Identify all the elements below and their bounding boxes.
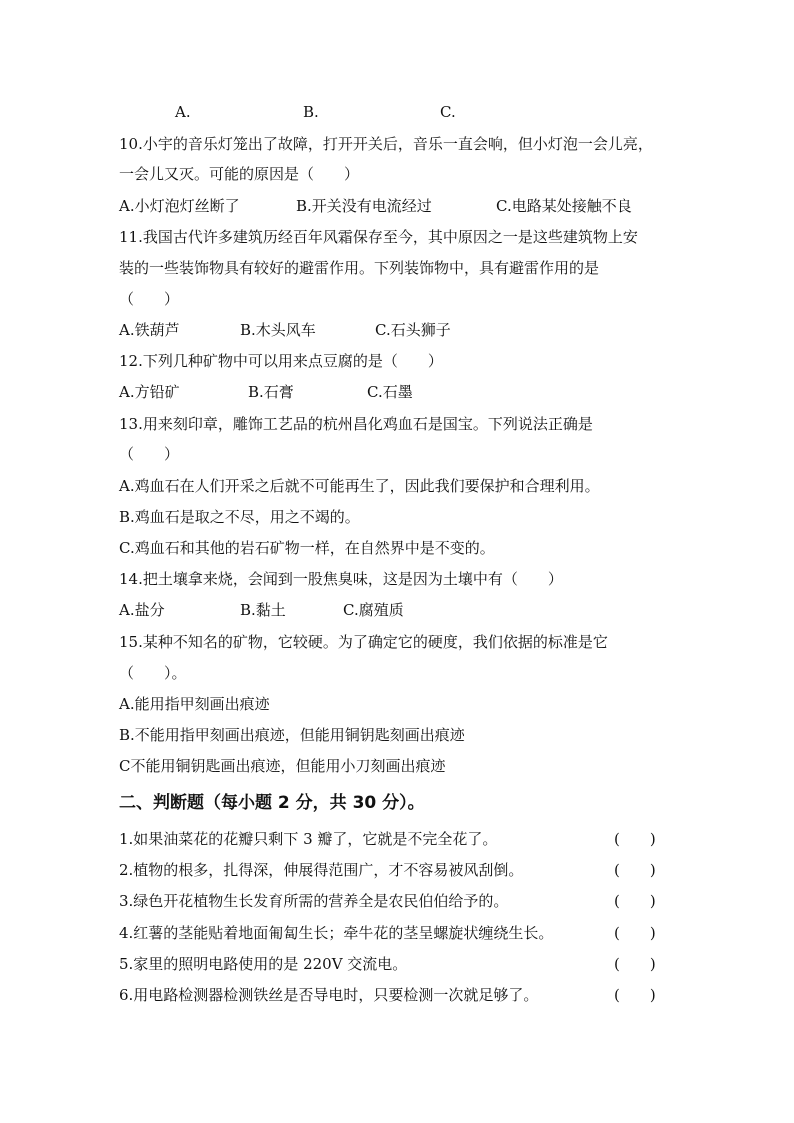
- judge-item-3-paren: ( ): [614, 892, 656, 910]
- section2-title: 二、判断题（每小题 2 分，共 30 分）。: [119, 793, 425, 813]
- q13-option-b: B.鸡血石是取之不尽，用之不竭的。: [119, 508, 360, 526]
- q9-option-a: A.: [175, 103, 191, 121]
- q10-option-a: A.小灯泡灯丝断了: [119, 197, 240, 215]
- judge-item-6-paren: ( ): [614, 986, 656, 1004]
- judge-item-5-paren: ( ): [614, 955, 656, 973]
- q15-stem-line1: 15.某种不知名的矿物，它较硬。为了确定它的硬度，我们依据的标准是它: [119, 633, 608, 651]
- judge-item-6: 6.用电路检测器检测铁丝是否导电时，只要检测一次就足够了。: [119, 986, 539, 1004]
- judge-item-1-paren: ( ): [614, 830, 656, 848]
- q13-option-c: C.鸡血石和其他的岩石矿物一样，在自然界中是不变的。: [119, 539, 495, 557]
- q11-option-a: A.铁葫芦: [119, 321, 180, 339]
- q13-answer-paren: （ ）: [119, 445, 180, 463]
- q14-stem: 14.把土壤拿来烧，会闻到一股焦臭味，这是因为土壤中有（ ）: [119, 570, 563, 588]
- q10-option-b: B.开关没有电流经过: [296, 197, 432, 215]
- q9-option-c: C.: [440, 103, 456, 121]
- q14-option-c: C.腐殖质: [343, 601, 404, 619]
- q11-option-b: B.木头风车: [240, 321, 316, 339]
- q15-option-c: C不能用铜钥匙画出痕迹，但能用小刀刻画出痕迹: [119, 757, 446, 775]
- q11-stem-line1: 11.我国古代许多建筑历经百年风霜保存至今，其中原因之一是这些建筑物上安: [119, 228, 638, 246]
- q14-option-b: B.黏土: [240, 601, 286, 619]
- judge-item-1: 1.如果油菜花的花瓣只剩下 3 瓣了，它就是不完全花了。: [119, 830, 498, 848]
- q15-option-b: B.不能用指甲刻画出痕迹，但能用铜钥匙刻画出痕迹: [119, 726, 465, 744]
- q10-stem-line1: 10.小宇的音乐灯笼出了故障，打开开关后，音乐一直会响，但小灯泡一会儿亮，: [119, 135, 653, 153]
- q11-option-c: C.石头狮子: [375, 321, 451, 339]
- q15-answer-paren: （ ）。: [119, 664, 187, 682]
- q10-option-c: C.电路某处接触不良: [496, 197, 632, 215]
- q15-option-a: A.能用指甲刻画出痕迹: [119, 695, 270, 713]
- q12-stem: 12.下列几种矿物中可以用来点豆腐的是（ ）: [119, 352, 443, 370]
- q9-option-b: B.: [303, 103, 319, 121]
- judge-item-4: 4.红薯的茎能贴着地面匍匐生长；牵牛花的茎呈螺旋状缠绕生长。: [119, 924, 554, 942]
- judge-item-3: 3.绿色开花植物生长发育所需的营养全是农民伯伯给予的。: [119, 892, 509, 910]
- q12-option-b: B.石膏: [248, 383, 294, 401]
- q12-option-a: A.方铅矿: [119, 383, 180, 401]
- q12-option-c: C.石墨: [367, 383, 413, 401]
- q13-stem-line1: 13.用来刻印章，雕饰工艺品的杭州昌化鸡血石是国宝。下列说法正确是: [119, 415, 593, 433]
- q11-stem-line2: 装的一些装饰物具有较好的避雷作用。下列装饰物中，具有避雷作用的是: [119, 259, 600, 277]
- judge-item-5: 5.家里的照明电路使用的是 220V 交流电。: [119, 955, 408, 973]
- judge-item-2: 2.植物的根多，扎得深，伸展得范围广，才不容易被风刮倒。: [119, 861, 524, 879]
- q10-stem-line2: 一会儿又灭。可能的原因是（ ）: [119, 165, 360, 183]
- q11-answer-paren: （ ）: [119, 290, 180, 308]
- judge-item-2-paren: ( ): [614, 861, 656, 879]
- q14-option-a: A.盐分: [119, 601, 165, 619]
- judge-item-4-paren: ( ): [614, 924, 656, 942]
- q13-option-a: A.鸡血石在人们开采之后就不可能再生了，因此我们要保护和合理利用。: [119, 477, 600, 495]
